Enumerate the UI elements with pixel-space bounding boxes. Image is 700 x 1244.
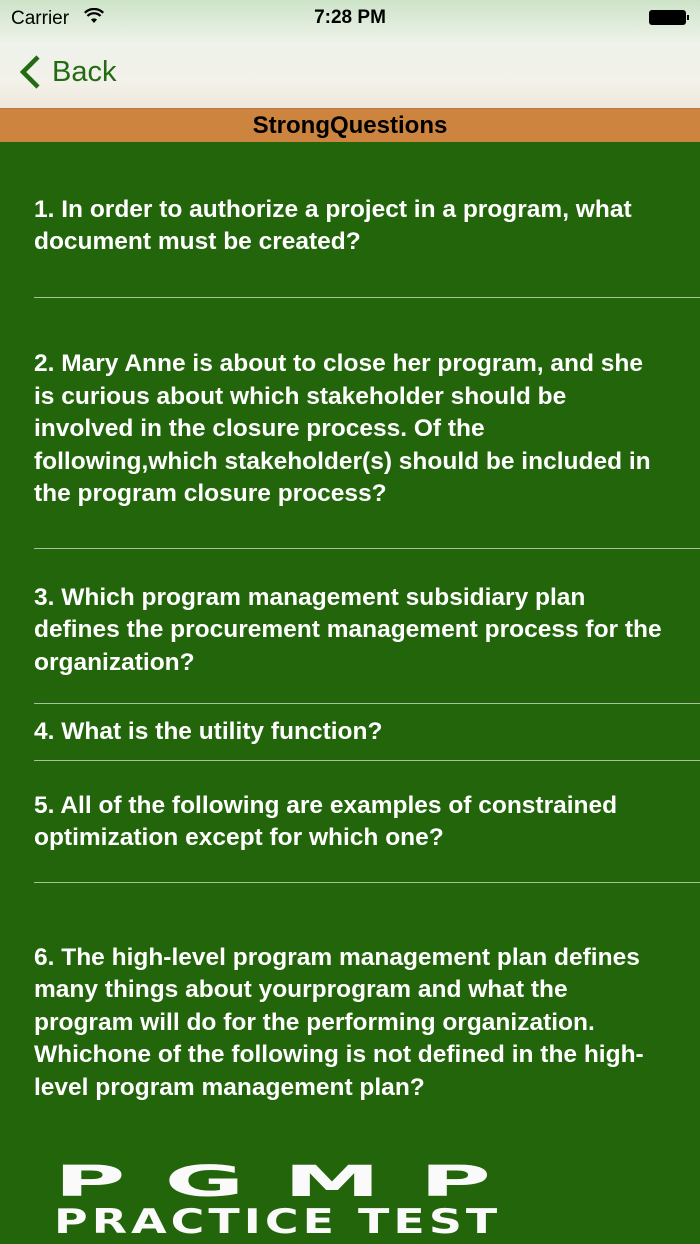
list-item[interactable]: [0, 883, 700, 1153]
logo-line1: PGMP: [54, 1157, 530, 1207]
list-item[interactable]: [0, 704, 700, 761]
list-item[interactable]: [0, 549, 700, 704]
list-item[interactable]: [0, 298, 700, 549]
question-text: 3. Which program management subsidiary plan defines the procurement management process for the organization?: [34, 583, 662, 676]
navigation-bar: [0, 0, 700, 108]
status-bar: [0, 0, 700, 36]
chevron-left-icon: [18, 54, 42, 90]
carrier-label: Carrier: [11, 8, 70, 29]
logo-line2: PRACTICE TEST: [54, 1202, 502, 1242]
question-text: 6. The high-level program management plan defines many things about yourprogram and what the program will do for the performing organization. Whichone of the following is not defined in the high-level program management plan?: [34, 943, 644, 1101]
battery-icon: [649, 10, 686, 25]
pgmp-logo: [54, 1157, 604, 1242]
list-item[interactable]: [0, 142, 700, 298]
question-text: 4. What is the utility function?: [34, 718, 383, 746]
question-list: [0, 142, 700, 1153]
back-label: Back: [52, 55, 117, 88]
question-text: 5. All of the following are examples of constrained optimization except for which one?: [34, 791, 618, 851]
clock: 7:28 PM: [314, 7, 386, 28]
back-button[interactable]: [18, 52, 116, 92]
page-title: StrongQuestions: [0, 108, 700, 142]
question-text: 2. Mary Anne is about to close her program, and she is curious about which stakeholder should be involved in the closure process. Of the following,which stakeholder(s) should be included in the program closure process?: [34, 350, 651, 508]
list-item[interactable]: [0, 761, 700, 883]
question-text: 1. In order to authorize a project in a program, what document must be created?: [34, 195, 632, 255]
